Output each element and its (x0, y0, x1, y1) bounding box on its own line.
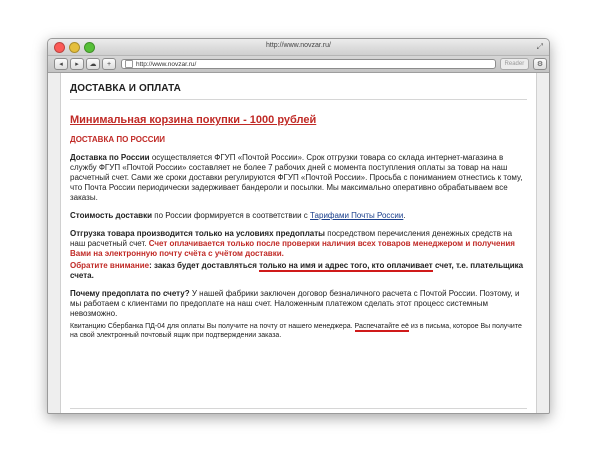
p4-end: счет, т.е. плательщика счета. (70, 261, 524, 280)
p4-text: : заказ будет доставляться (149, 261, 260, 270)
title-divider (70, 99, 527, 100)
page-content (70, 83, 527, 340)
web-viewport (48, 73, 549, 413)
p6-end: из в письма, которое Вы получите на свой электронный почтовый ящик при подтверждении заказа. (70, 323, 522, 339)
delivery-heading: ДОСТАВКА ПО РОССИИ (70, 135, 166, 144)
p3-bold: Отгрузка товара производится только на условиях предоплаты (70, 229, 326, 238)
delivery-paragraph (70, 153, 527, 203)
title-bar (48, 39, 549, 56)
page-title: ДОСТАВКА И ОПЛАТА (70, 83, 181, 94)
p5-bold: Почему предоплата по счету? (70, 289, 190, 298)
p3-red: Счет оплачивается только после проверки наличия всех товаров менеджером и получения Вами на электронную почту счёта с учётом доставки. (70, 239, 515, 258)
p2-bold: Стоимость доставки (70, 211, 153, 220)
icloud-tabs-button[interactable]: ☁ (86, 58, 100, 70)
browser-toolbar (48, 56, 549, 73)
why-prepay-paragraph (70, 289, 527, 319)
p2-end: . (403, 211, 406, 220)
forward-button[interactable]: ▸ (70, 58, 84, 70)
receipt-paragraph (70, 322, 527, 340)
prepay-paragraph (70, 229, 527, 259)
cost-paragraph (70, 211, 527, 221)
browser-window (47, 38, 550, 414)
p6-text: Квитанцию Сбербанка ПД-04 для оплаты Вы получите на почту от нашего менеджера. (70, 323, 355, 330)
p5-text: У нашей фабрики заключен договор безналичного расчета с Почтой России. Поэтому, и мы работаем с клиентами по предоплате на наш счет. Наложенным платежом сделать этот процесс системным невозможно. (70, 289, 520, 318)
window-title: http://www.novzar.ru/ (266, 42, 331, 49)
bottom-divider (70, 408, 527, 409)
add-bookmark-button[interactable]: + (102, 58, 116, 70)
min-cart-heading: Минимальная корзина покупки - 1000 рублей (70, 114, 317, 126)
back-button[interactable]: ◂ (54, 58, 68, 70)
p6-underlined: Распечатайте её (354, 323, 409, 330)
favicon-icon (125, 60, 133, 68)
p1-bold: Доставка по России (70, 153, 150, 162)
tariffs-link[interactable]: Тарифами Почты России (310, 211, 404, 220)
attention-paragraph (70, 261, 527, 281)
p4-red: Обратите внимание (70, 261, 150, 270)
address-bar[interactable] (121, 59, 496, 69)
address-url: http://www.novzar.ru/ (136, 60, 197, 68)
page-body (60, 73, 537, 413)
settings-button[interactable] (533, 58, 547, 70)
fullscreen-icon[interactable]: ⤢ (536, 42, 543, 51)
gear-icon: ⚙ (536, 60, 544, 68)
p3-text: посредством перечисления денежных средств на наш расчетный счет. (70, 229, 513, 248)
reader-button[interactable]: Reader (500, 58, 529, 70)
p2-text: по России формируется в соответствии с (152, 211, 311, 220)
p4-underlined: только на имя и адрес того, кто оплачивает (259, 261, 433, 270)
p1-text: осуществляется ФГУП «Почтой России». Срок отгрузки товара со склада интернет-магазина в службу ФГУП «Почтой России» составляет не более 7 рабочих дней с момента поступления оплаты за товар на наш расчетный счет. Сами же сроки доставки регулируются ФГУП «Почтой России». Просьба с пониманием отнестись к тому, что Почта России периодически задерживает бандероли и посылки. Мы максимально оперативно обрабатываем все заказы. (70, 153, 523, 202)
